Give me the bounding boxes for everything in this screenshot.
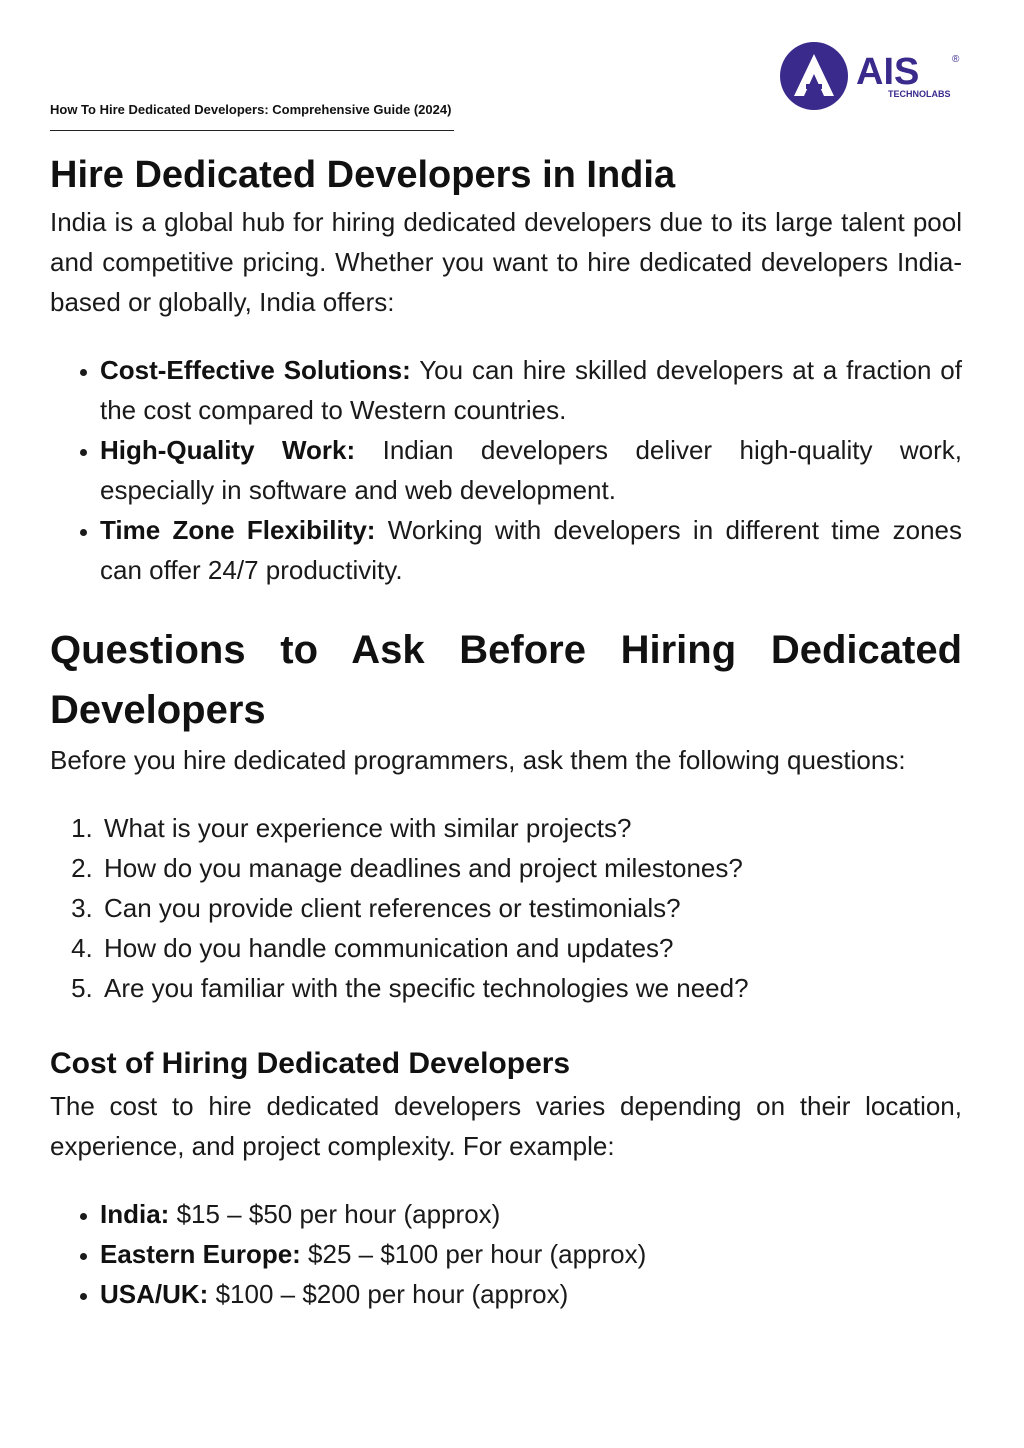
section-cost-intro: The cost to hire dedicated developers varies depending on their location, experience, and project complexity. For example: <box>50 1091 962 1161</box>
list-item <box>100 430 962 510</box>
benefit-label: Time Zone Flexibility: <box>100 515 376 545</box>
rate-value: $15 – $50 per hour (approx) <box>169 1199 501 1229</box>
list-item: 1. What is your experience with similar projects? <box>100 808 962 848</box>
list-item: 5. Are you familiar with the specific technologies we need? <box>100 968 962 1008</box>
india-benefits-list <box>50 350 962 590</box>
list-item: 3. Can you provide client references or testimonials? <box>100 888 962 928</box>
section-hire-india-title: Hire Dedicated Developers in India <box>50 154 676 196</box>
list-item <box>100 350 962 430</box>
logo-registered-mark: ® <box>952 54 960 65</box>
section-questions-title: Questions to Ask Before Hiring Dedicated Developers <box>50 628 962 732</box>
benefit-label: Cost-Effective Solutions: <box>100 355 411 385</box>
document-body <box>50 148 962 1314</box>
rate-value: $25 – $100 per hour (approx) <box>300 1239 647 1269</box>
rate-region-label: India: <box>100 1199 170 1229</box>
rate-region-label: Eastern Europe: <box>100 1239 301 1269</box>
logo-sub-text: TECHNOLABS <box>888 89 951 99</box>
rate-value: $100 – $200 per hour (approx) <box>208 1279 569 1309</box>
list-item <box>100 1274 962 1314</box>
cost-rates-list <box>50 1194 962 1314</box>
questions-list <box>50 808 962 1008</box>
benefit-text: You can hire skilled developers at a fraction of the cost compared to Western countries. <box>100 355 962 425</box>
logo-circle-mark <box>780 42 848 110</box>
list-item: 4. How do you handle communication and updates? <box>100 928 962 968</box>
benefit-text: Indian developers deliver high-quality work, especially in software and web development. <box>100 435 962 505</box>
section-questions-intro: Before you hire dedicated programmers, ask them the following questions: <box>50 745 906 775</box>
rate-region-label: USA/UK: <box>100 1279 209 1309</box>
list-item <box>100 510 962 590</box>
ais-technolabs-logo <box>780 40 970 112</box>
list-item <box>100 1234 962 1274</box>
logo-brand-text: AIS <box>856 51 920 93</box>
benefit-label: High-Quality Work: <box>100 435 356 465</box>
benefit-text: Working with developers in different time zones can offer 24/7 productivity. <box>100 515 962 585</box>
logo-a-bar <box>806 84 822 89</box>
section-hire-india-intro: India is a global hub for hiring dedicated developers due to its large talent pool and competitive pricing. Whether you want to hire dedicated developers India-based or globally, India offers: <box>50 207 962 317</box>
list-item: 2. How do you manage deadlines and project milestones? <box>100 848 962 888</box>
document-header-title: How To Hire Dedicated Developers: Comprehensive Guide (2024) <box>50 102 452 117</box>
list-item <box>100 1194 962 1234</box>
section-cost-title: Cost of Hiring Dedicated Developers <box>50 1047 571 1080</box>
header-divider <box>50 130 454 131</box>
